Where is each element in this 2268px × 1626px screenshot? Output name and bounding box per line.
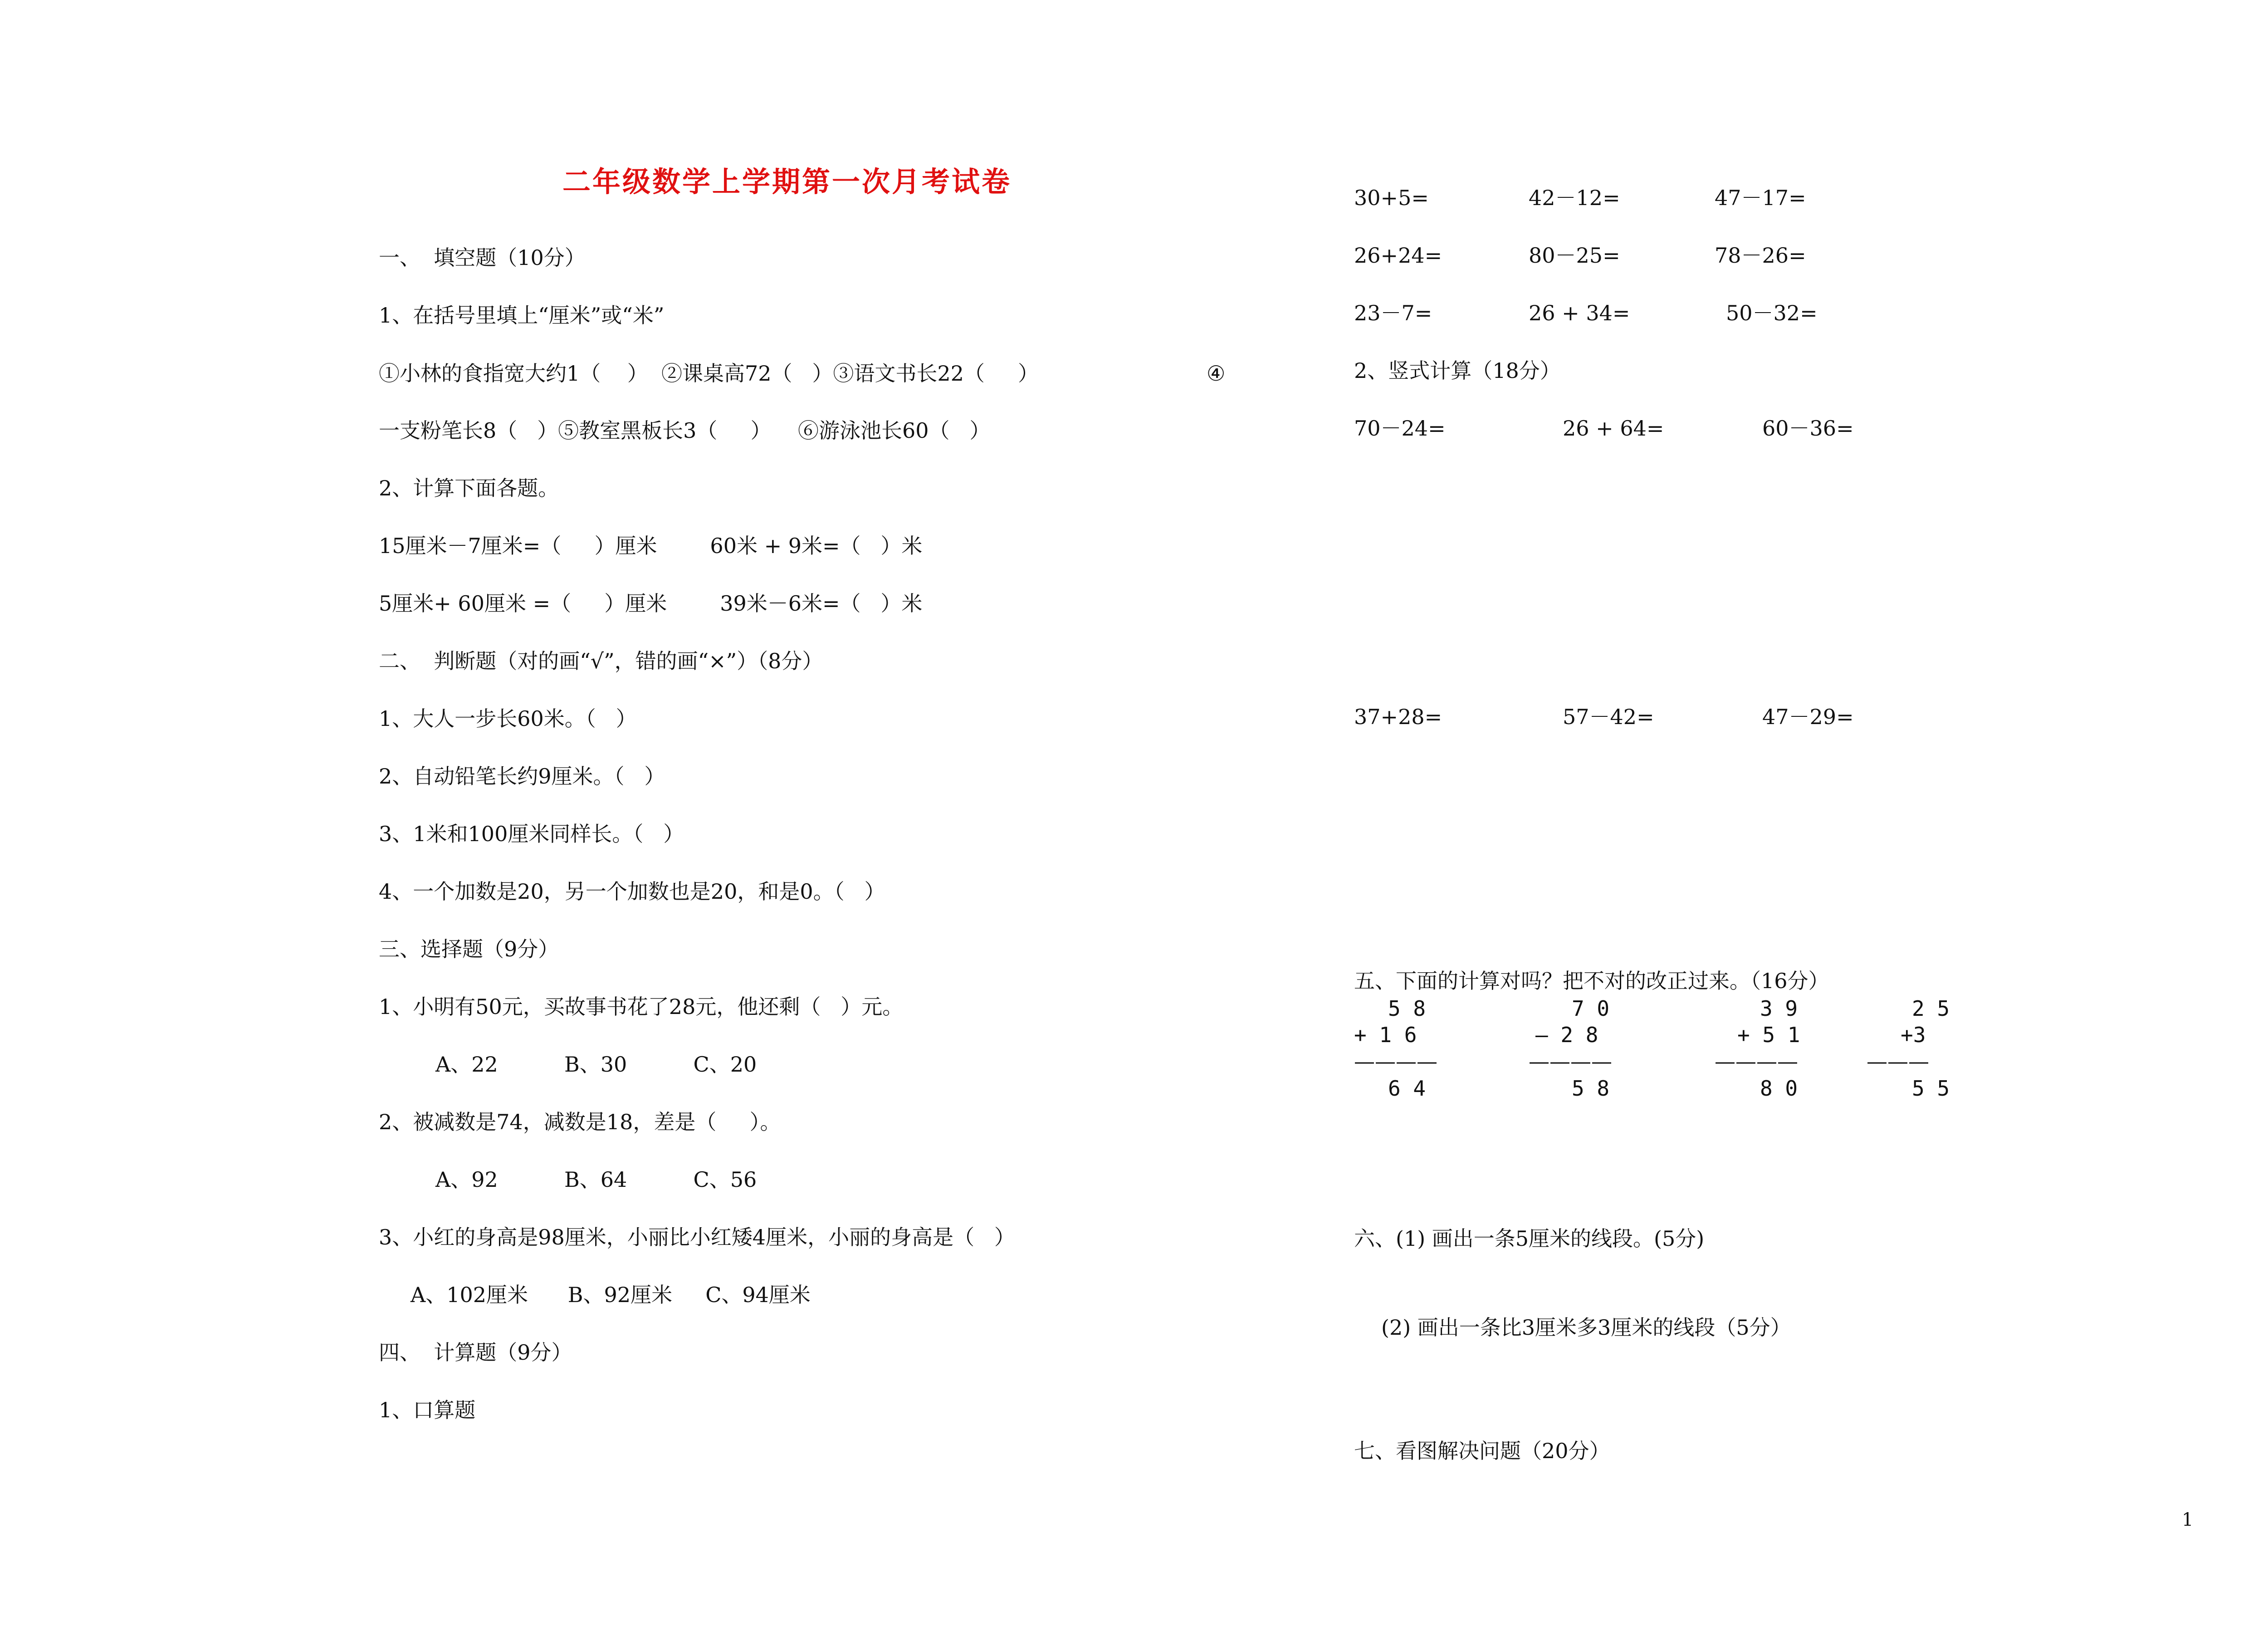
check-4-result: 5 5	[1912, 1076, 1950, 1101]
choice-options-2: A、92 B、64 C、56	[435, 1167, 757, 1192]
question-fill-line-1: ①小林的食指宽大约1（ ） ②课桌高72（ ）③语文书长22（ ）	[379, 361, 1039, 386]
question-fill-marker-4: ④	[1207, 361, 1226, 386]
section-draw-heading: 六、(1) 画出一条5厘米的线段。(5分)	[1354, 1226, 1705, 1251]
question-compute-line-1: 15厘米－7厘米=（ ）厘米 60米 + 9米=（ ）米	[379, 534, 923, 558]
section-calc-heading: 四、 计算题（9分）	[379, 1340, 572, 1365]
exam-title: 二年级数学上学期第一次月考试卷	[562, 165, 1012, 198]
section-check-heading: 五、下面的计算对吗？把不对的改正过来。（16分）	[1354, 969, 1829, 993]
check-3-operand: + 5 1	[1737, 1023, 1800, 1047]
judge-item-2: 2、自动铅笔长约9厘米。（ ）	[379, 764, 665, 789]
section-fill-blank-heading: 一、 填空题（10分）	[379, 245, 586, 270]
section-judge-heading: 二、 判断题（对的画“√”，错的画“×”）（8分）	[379, 649, 823, 673]
check-4-top: 2 5	[1912, 996, 1950, 1021]
check-2-top: 7 0	[1572, 996, 1610, 1021]
choice-options-3: A、102厘米 B、92厘米 C、94厘米	[411, 1283, 811, 1307]
oral-item: 42－12=	[1529, 186, 1620, 210]
oral-item: 23－7=	[1354, 301, 1432, 325]
question-compute-line-2: 5厘米+ 60厘米 =（ ）厘米 39米－6米=（ ）米	[379, 591, 923, 616]
question-compute-heading: 2、计算下面各题。	[379, 476, 559, 500]
vertical-item: 70－24=	[1354, 416, 1446, 441]
oral-item: 78－26=	[1715, 243, 1806, 268]
question-fill-units: 1、在括号里填上“厘米”或“米”	[379, 303, 665, 328]
check-1-top: 5 8	[1388, 996, 1426, 1021]
check-3-line: ————	[1715, 1049, 1798, 1073]
check-4-operand: +3	[1901, 1023, 1926, 1047]
oral-item: 80－25=	[1529, 243, 1620, 268]
oral-item: 26+24=	[1354, 243, 1442, 268]
judge-item-3: 3、1米和100厘米同样长。（ ）	[379, 822, 684, 846]
check-1-line: ————	[1354, 1049, 1437, 1073]
calc-oral-heading: 1、口算题	[379, 1398, 476, 1422]
choice-options-1: A、22 B、30 C、20	[435, 1052, 757, 1077]
oral-item: 30+5=	[1354, 186, 1429, 210]
vertical-item: 57－42=	[1563, 705, 1654, 729]
vertical-item: 60－36=	[1762, 416, 1854, 441]
check-2-operand: — 2 8	[1535, 1023, 1598, 1047]
oral-item: 47－17=	[1715, 186, 1806, 210]
judge-item-1: 1、大人一步长60米。（ ）	[379, 706, 637, 731]
check-3-result: 8 0	[1760, 1076, 1798, 1101]
choice-question-3: 3、小红的身高是98厘米，小丽比小红矮4厘米，小丽的身高是（ ）	[379, 1225, 1015, 1249]
vertical-item: 26 + 64=	[1563, 416, 1664, 441]
draw-question-2: (2) 画出一条比3厘米多3厘米的线段（5分）	[1381, 1315, 1791, 1340]
section-picture-problem-heading: 七、看图解决问题（20分）	[1354, 1439, 1610, 1463]
judge-item-4: 4、一个加数是20，另一个加数也是20，和是0。（ ）	[379, 879, 885, 904]
page-number: 1	[2182, 1509, 2194, 1530]
check-2-result: 5 8	[1572, 1076, 1610, 1101]
choice-question-1: 1、小明有50元，买故事书花了28元，他还剩（ ）元。	[379, 994, 904, 1019]
vertical-calc-heading: 2、竖式计算（18分）	[1354, 358, 1561, 383]
choice-question-2: 2、被减数是74，减数是18，差是（ ）。	[379, 1110, 781, 1134]
check-4-line: ———	[1867, 1049, 1929, 1073]
vertical-item: 37+28=	[1354, 705, 1442, 729]
check-1-result: 6 4	[1388, 1076, 1426, 1101]
section-choice-heading: 三、选择题（9分）	[379, 937, 559, 961]
check-3-top: 3 9	[1760, 996, 1798, 1021]
question-fill-line-2: 一支粉笔长8（ ）⑤教室黑板长3（ ） ⑥游泳池长60（ ）	[379, 418, 991, 443]
oral-item: 50－32=	[1726, 301, 1818, 325]
vertical-item: 47－29=	[1762, 705, 1854, 729]
check-2-line: ————	[1529, 1049, 1612, 1073]
check-1-operand: + 1 6	[1354, 1023, 1417, 1047]
oral-item: 26 + 34=	[1529, 301, 1630, 325]
